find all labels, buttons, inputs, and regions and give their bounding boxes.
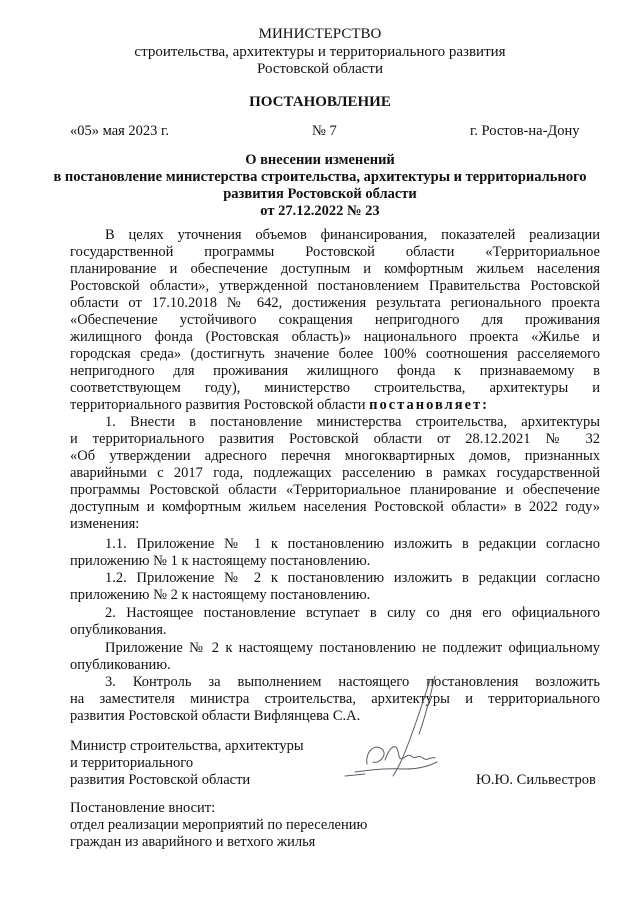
body-line: области от 17.10.2018 № 642, достижения результата регионального проекта: [70, 295, 600, 311]
body-line: на заместителя министра строительства, архитектуры и территориального: [70, 691, 600, 707]
body-line: В целях уточнения объемов финансирования, показателей реализации: [105, 227, 600, 243]
signatory-position-3: развития Ростовской области: [70, 772, 251, 788]
submitter-department-1: отдел реализации мероприятий по переселению: [70, 817, 368, 833]
document-type: ПОСТАНОВЛЕНИЕ: [249, 94, 391, 110]
document-city: г. Ростов-на-Дону: [470, 123, 580, 139]
body-line: приложению № 2 к настоящему постановлению.: [70, 587, 371, 603]
body-line: и территориального развития Ростовской области от 28.12.2021 № 32: [70, 431, 600, 447]
signatory-position-1: Министр строительства, архитектуры: [70, 738, 304, 754]
body-line: 2. Настоящее постановление вступает в силу со дня его официального: [105, 605, 600, 621]
body-line: программы Ростовской области «Территориальное планирование и обеспечение: [70, 482, 600, 498]
body-line: опубликования.: [70, 622, 167, 638]
body-line: 1.1. Приложение № 1 к постановлению изложить в редакции согласно: [105, 536, 600, 552]
signatory-position-2: и территориального: [70, 755, 194, 771]
title-line-3: развития Ростовской области: [223, 186, 417, 202]
body-line: планирование и обеспечение доступным и комфортным жильем населения: [70, 261, 600, 277]
body-line: городская среда» (достигнуть значение более 100% соотношения расселяемого: [70, 346, 600, 362]
ministry-subtitle-1: строительства, архитектуры и территориального развития: [134, 44, 506, 60]
body-line: Ростовской области», утвержденной постановлением Правительства Ростовской: [70, 278, 600, 294]
body-line: приложению № 1 к настоящему постановлению.: [70, 553, 371, 569]
submitter-department-2: граждан из аварийного и ветхого жилья: [70, 834, 316, 850]
body-line: Приложение № 2 к настоящему постановлению не подлежит официальному: [105, 640, 600, 656]
document-date: «05» мая 2023 г.: [70, 123, 169, 139]
body-line: 1.2. Приложение № 2 к постановлению изложить в редакции согласно: [105, 570, 600, 586]
submitter-label: Постановление вносит:: [70, 800, 216, 816]
body-line: «Об утверждении адресного перечня многоквартирных домов, признанных: [70, 448, 600, 464]
body-line: «Обеспечение устойчивого сокращения непригодного для проживания: [70, 312, 600, 328]
ministry-title: МИНИСТЕРСТВО: [258, 26, 382, 42]
body-line: аварийными с 2017 года, подлежащих расселению в рамках государственной: [70, 465, 600, 481]
body-line: [70, 397, 489, 414]
body-line: государственной программы Ростовской области «Территориальное: [70, 244, 600, 260]
document-number: № 7: [312, 123, 337, 139]
body-line: изменения:: [70, 516, 140, 532]
body-line: развития Ростовской области Вифлянцева С.А.: [70, 708, 361, 724]
title-line-1: О внесении изменений: [245, 152, 395, 168]
body-line: соответствующем году), министерство строительства, архитектуры и: [70, 380, 600, 396]
body-line: опубликованию.: [70, 657, 171, 673]
body-line-text: территориального развития Ростовской области: [70, 397, 366, 413]
body-line: 3. Контроль за выполнением настоящего постановления возложить: [105, 674, 600, 690]
signatory-name: Ю.Ю. Сильвестров: [476, 772, 596, 788]
body-line: непригодного для проживания жилищного фонда к признаваемому в: [70, 363, 600, 379]
decree-verb: постановляет:: [369, 397, 489, 413]
ministry-subtitle-2: Ростовской области: [257, 61, 383, 77]
body-line: жилищного фонда (Ростовская область)» национального проекта «Жилье и: [70, 329, 600, 345]
title-line-4: от 27.12.2022 № 23: [260, 203, 380, 219]
body-line: доступным и комфортным жильем населения Ростовской области» в 2022 году»: [70, 499, 600, 515]
body-line: 1. Внести в постановление министерства строительства, архитектуры: [105, 414, 600, 430]
handwritten-signature: [335, 672, 475, 782]
title-line-2: в постановление министерства строительства, архитектуры и территориального: [53, 169, 587, 185]
